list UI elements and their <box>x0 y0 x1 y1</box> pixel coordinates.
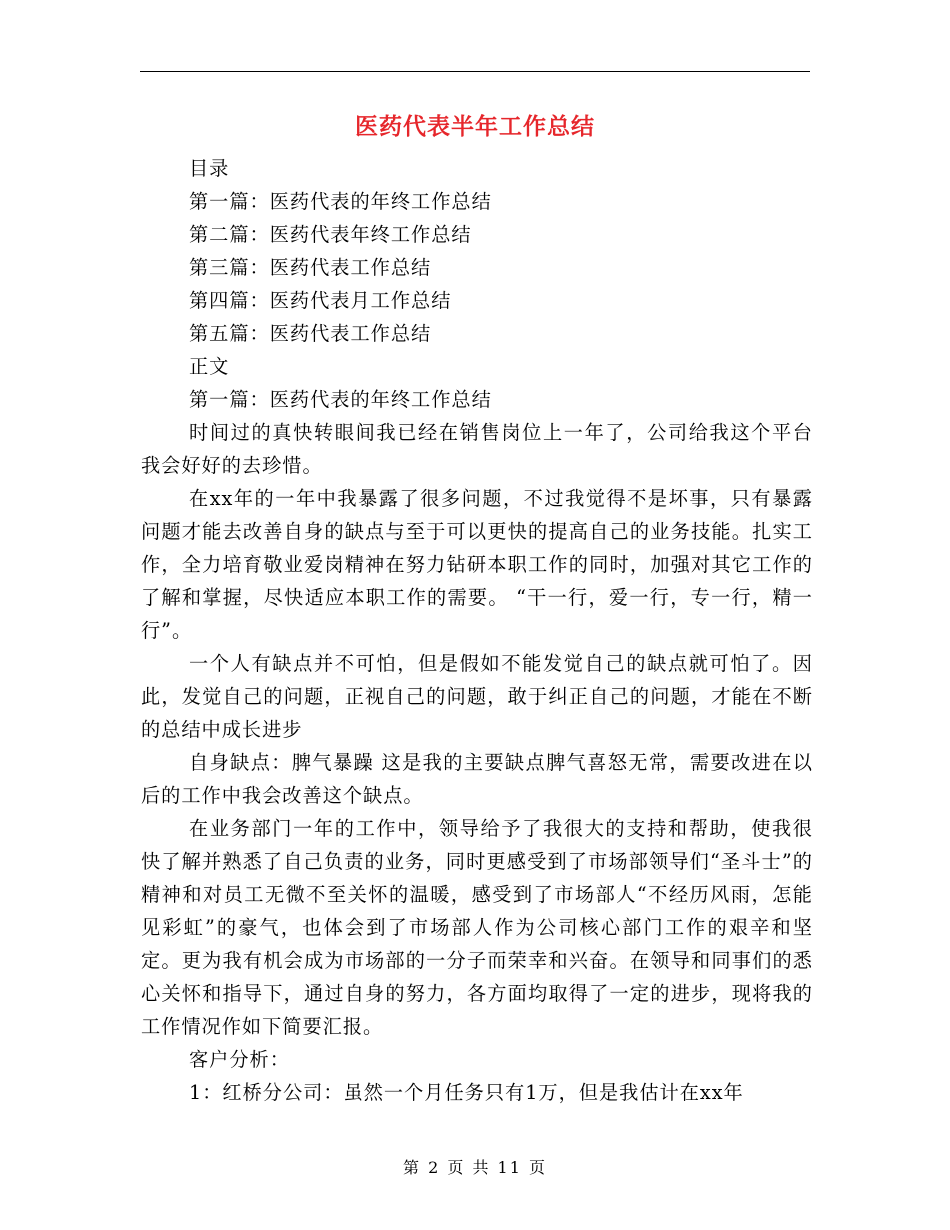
paragraph: 在业务部门一年的工作中，领导给予了我很大的支持和帮助，使我很快了解并熟悉了自己负责的业务，同时更感受到了市场部领导们“圣斗士”的精神和对员工无微不至关怀的温暖，感受到了市场部人“不经历风雨，怎能见彩虹”的豪气，也体会到了市场部人作为公司核心部门工作的艰辛和坚定。更为我有机会成为市场部的一分子而荣幸和兴奋。在领导和同事们的悉心关怀和指导下，通过自身的努力，各方面均取得了一定的进步，现将我的工作情况作如下简要汇报。 <box>141 817 813 1038</box>
header-rule <box>140 71 810 72</box>
paragraph: 客户分析： <box>189 1048 290 1071</box>
toc-heading: 目录 <box>189 157 230 180</box>
toc-item-4: 第四篇：医药代表月工作总结 <box>189 289 452 312</box>
paragraph: 时间过的真快转眼间我已经在销售岗位上一年了，公司给我这个平台我会好好的去珍惜。 <box>141 421 813 477</box>
section-heading: 第一篇：医药代表的年终工作总结 <box>189 388 492 411</box>
body-heading: 正文 <box>189 355 230 378</box>
toc-item-2: 第二篇：医药代表年终工作总结 <box>189 223 472 246</box>
paragraph: 自身缺点：脾气暴躁 这是我的主要缺点脾气喜怒无常，需要改进在以后的工作中我会改善这个缺点。 <box>141 751 813 807</box>
toc-item-1: 第一篇：医药代表的年终工作总结 <box>189 190 492 213</box>
page-number-footer: 第 2 页 共 11 页 <box>403 1158 547 1177</box>
toc-item-5: 第五篇：医药代表工作总结 <box>189 322 432 345</box>
document-body <box>141 152 813 1109</box>
paragraph: 一个人有缺点并不可怕，但是假如不能发觉自己的缺点就可怕了。因此，发觉自己的问题，正视自己的问题，敢于纠正自己的问题，才能在不断的总结中成长进步 <box>141 652 813 741</box>
toc-item-3: 第三篇：医药代表工作总结 <box>189 256 432 279</box>
paragraph: 在xx年的一年中我暴露了很多问题，不过我觉得不是坏事，只有暴露问题才能去改善自身的缺点与至于可以更快的提高自己的业务技能。扎实工作，全力培育敬业爱岗精神在努力钻研本职工作的同时，加强对其它工作的了解和掌握，尽快适应本职工作的需要。 “干一行，爱一行，专一行，精一行”。 <box>141 487 813 642</box>
document-title: 医药代表半年工作总结 <box>355 114 595 140</box>
paragraph: 1：红桥分公司：虽然一个月任务只有1万，但是我估计在xx年 <box>189 1081 744 1104</box>
